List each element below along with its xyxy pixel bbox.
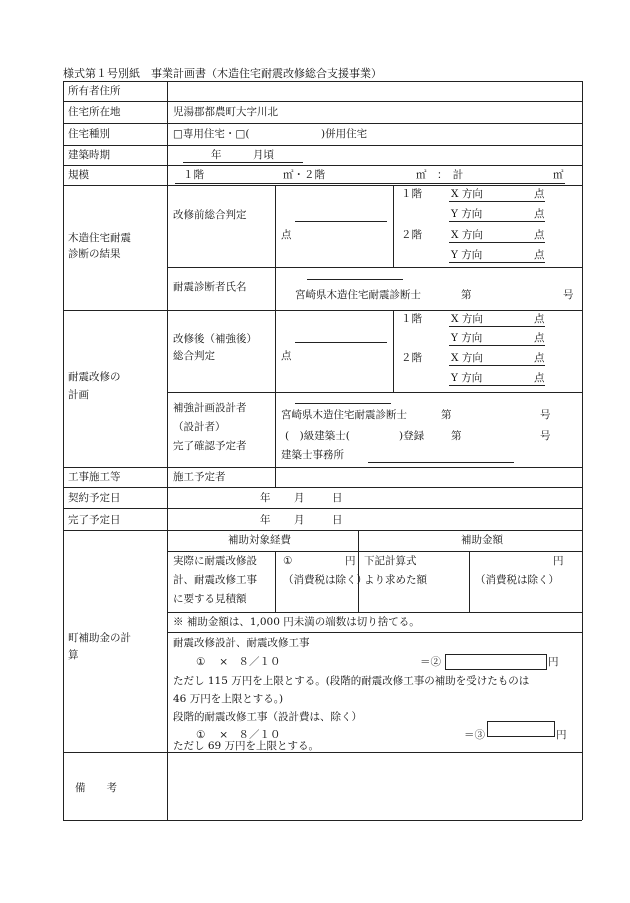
scale-label: 規模 (68, 169, 89, 181)
build-month: 月頃 (253, 149, 274, 161)
owner-address-label: 所有者住所 (68, 85, 121, 97)
calc-limit-2: ただし 69 万円を上限とする。 (173, 740, 320, 752)
renovation-label-1: 耐震改修の (68, 371, 121, 383)
construction-label: 工事施工等 (68, 471, 121, 483)
amount-tax-excl: （消費税は除く） (475, 574, 559, 586)
contract-year: 年 (260, 492, 271, 504)
architect-b: )登録 (399, 430, 425, 442)
after-judgement-1: 改修後（補強後） (173, 333, 257, 345)
form-title: 様式第１号別紙 事業計画書（木造住宅耐震改修総合支援事業） (63, 67, 382, 80)
cost-tax-excl: （消費税は除く） (283, 574, 367, 586)
after-f1-x: X 方向 (451, 313, 483, 325)
completion-month: 月 (294, 514, 305, 526)
remarks-label: 備 考 (75, 782, 117, 794)
scale-m2c: ㎡ (553, 169, 564, 181)
after-judgement-2: 総合判定 (173, 350, 215, 362)
diagnoser-name-label: 耐震診断者氏名 (173, 281, 247, 293)
diagnosis-label-1: 木造住宅耐震 (68, 232, 131, 244)
completion-year: 年 (260, 514, 271, 526)
calc-limit-1b: 46 万円を上限とする。) (173, 693, 284, 705)
build-year: 年 (211, 149, 222, 161)
formula-label-2: より求めた額 (364, 574, 427, 586)
after-f2-x-pt: 点 (534, 352, 545, 364)
formula-label-1: 下記計算式 (364, 555, 417, 567)
scale-floor1: １階 (183, 169, 204, 181)
after-f1-y-pt: 点 (534, 332, 545, 344)
calc-eq-3: ＝③ (464, 729, 485, 741)
completion-label: 完了予定日 (68, 514, 121, 526)
designer-label-3: 完了確認予定者 (173, 440, 247, 452)
after-floor2: ２階 (401, 352, 422, 364)
calc-yen-3: 円 (556, 729, 567, 741)
calc-formula-1: ① × ８／１０ (196, 656, 281, 668)
designer-go: 号 (540, 409, 551, 421)
amount-yen: 円 (553, 555, 564, 567)
after-f1-x-pt: 点 (534, 313, 545, 325)
subsidy-label-2: 算 (68, 649, 79, 661)
before-f1-x-pt: 点 (534, 188, 545, 200)
rounding-note: ※ 補助金額は、1,000 円未満の端数は切り捨てる。 (173, 616, 420, 628)
contract-month: 月 (294, 492, 305, 504)
before-floor1: １階 (401, 188, 422, 200)
build-time-label: 建築時期 (68, 149, 110, 161)
subsidy-label-1: 町補助金の計 (68, 632, 131, 644)
calc-title-2: 段階的耐震改修工事（設計費は、除く） (173, 711, 362, 723)
before-f1-y-pt: 点 (534, 208, 545, 220)
after-f2-y: Y 方向 (451, 372, 483, 384)
before-floor2: ２階 (401, 229, 422, 241)
contract-label: 契約予定日 (68, 492, 121, 504)
circle-one: ① (283, 555, 293, 567)
architect-office: 建築士事務所 (281, 449, 344, 461)
scale-m2a: ㎡・２階 (283, 169, 325, 181)
before-f2-y: Y 方向 (451, 249, 483, 261)
diagnoser-no: 第 (461, 289, 472, 301)
diagnosis-label-2: 診断の結果 (68, 248, 121, 260)
after-floor1: １階 (401, 313, 422, 325)
calc-formula-2: ① × ８／１０ (196, 729, 281, 741)
designer-no: 第 (441, 409, 452, 421)
after-f2-y-pt: 点 (534, 372, 545, 384)
calc-eq-2: ＝② (420, 656, 441, 668)
calc-yen-2: 円 (548, 656, 559, 668)
before-f1-x: X 方向 (451, 188, 483, 200)
designer-label-1: 補強計画設計者 (173, 402, 247, 414)
result-3-field[interactable] (487, 721, 555, 737)
remarks-field[interactable] (169, 754, 580, 818)
house-type-label: 住宅種別 (68, 128, 110, 140)
before-f1-y: Y 方向 (451, 208, 483, 220)
designer-cert: 宮崎県木造住宅耐震診断士 (281, 409, 407, 421)
renovation-label-2: 計画 (68, 389, 89, 401)
architect-no: 第 (451, 430, 462, 442)
actual-cost-3: に要する見積額 (173, 593, 247, 605)
business-plan-form (63, 81, 582, 820)
actual-cost-1: 実際に耐震改修設 (173, 555, 257, 567)
before-f2-y-pt: 点 (534, 249, 545, 261)
before-judgement-label: 改修前総合判定 (173, 209, 247, 221)
house-type-value-b: )併用住宅 (321, 128, 368, 140)
actual-cost-2: 計、耐震改修工事 (173, 574, 257, 586)
subsidy-amount-header: 補助金額 (461, 534, 503, 546)
calc-title-1: 耐震改修設計、耐震改修工事 (173, 637, 310, 649)
before-point: 点 (281, 229, 292, 241)
house-location-label: 住宅所在地 (68, 106, 121, 118)
after-f2-x: X 方向 (451, 352, 483, 364)
contract-day: 日 (332, 492, 343, 504)
diagnoser-go: 号 (563, 289, 574, 301)
completion-day: 日 (332, 514, 343, 526)
after-f1-y: Y 方向 (451, 332, 483, 344)
before-f2-x: X 方向 (451, 229, 483, 241)
designer-label-2: （設計者） (173, 421, 226, 433)
diagnoser-cert: 宮崎県木造住宅耐震診断士 (295, 289, 421, 301)
calc-limit-1a: ただし 115 万円を上限とする。(段階的耐震改修工事の補助を受けたものは (173, 675, 530, 687)
target-cost-header: 補助対象経費 (228, 534, 291, 546)
after-point: 点 (281, 350, 292, 362)
scale-m2b: ㎡ ： 計 (416, 169, 464, 181)
architect-a: ( )級建築士( (285, 430, 350, 442)
house-location-value: 児湯郡都農町大字川北 (173, 106, 278, 118)
construction-value: 施工予定者 (173, 471, 226, 483)
cost-yen: 円 (345, 555, 356, 567)
architect-go: 号 (540, 430, 551, 442)
house-type-value-a: □専用住宅・□( (173, 128, 250, 140)
result-2-field[interactable] (445, 654, 547, 670)
before-f2-x-pt: 点 (534, 229, 545, 241)
